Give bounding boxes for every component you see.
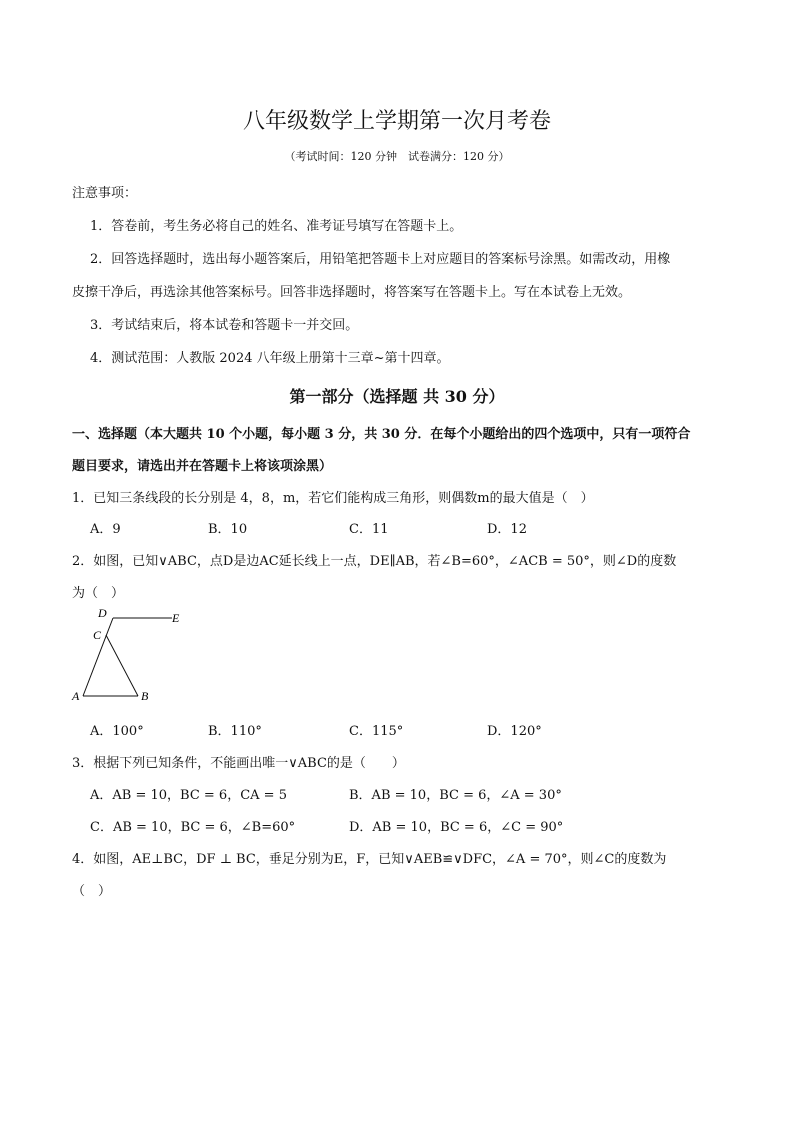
notice-line: 4．测试范围：人教版 2024 八年级上册第十三章~第十四章。 [90,351,450,366]
q1-option-a: A．9 [90,522,121,537]
question-2-text-cont: 为（ ） [72,586,125,601]
notice-line: 1．答卷前，考生务必将自己的姓名、准考证号填写在答题卡上。 [90,219,463,234]
label-d: D [98,606,107,620]
question-1-text: 1．已知三条线段的长分别是 4，8，m，若它们能构成三角形，则偶数m的最大值是（ ） [72,491,594,506]
q1-option-c: C．11 [349,522,389,537]
q2-option-c: C．115° [349,724,404,739]
label-b: B [141,689,149,703]
page-title: 八年级数学上学期第一次月考卷 [242,109,551,134]
label-c: C [93,628,102,642]
exam-meta: （考试时间：120 分钟 试卷满分：120 分） [284,150,510,163]
q3-option-b: B．AB = 10，BC = 6，∠A = 30° [349,788,562,803]
section-title: 第一部分（选择题 共 30 分） [289,387,505,406]
notice-line: 3．考试结束后，将本试卷和答题卡一并交回。 [90,318,359,333]
notice-line: 2．回答选择题时，选出每小题答案后，用铅笔把答题卡上对应题目的答案标号涂黑。如需改动，用橡 [90,252,671,267]
instructions-line: 一、选择题（本大题共 10 个小题，每小题 3 分，共 30 分．在每个小题给出的四个选项中，只有一项符合 [72,427,691,442]
question-2-text: 2．如图，已知∨ABC，点D是边AC延长线上一点，DE∥AB，若∠B=60°，∠ACB = 50°，则∠D的度数 [72,554,677,569]
q2-option-d: D．120° [487,724,542,739]
question-4-text: 4．如图，AE⊥BC，DF ⊥ BC，垂足分别为E，F，已知∨AEB≌∨DFC，∠A = 70°，则∠C的度数为 [72,852,667,867]
q2-option-a: A．100° [90,724,144,739]
q3-option-d: D．AB = 10，BC = 6，∠C = 90° [349,820,564,835]
segment-cb [106,635,138,696]
question-3-text: 3．根据下列已知条件，不能画出唯一∨ABC的是（ ） [72,756,405,771]
label-e: E [172,611,180,625]
q1-option-b: B．10 [208,522,248,537]
instructions-line: 题目要求，请选出并在答题卡上将该项涂黑） [72,459,333,474]
q1-option-d: D．12 [487,522,527,537]
q2-option-b: B．110° [208,724,262,739]
question-4-text-cont: （ ） [72,884,112,899]
label-a: A [72,689,80,703]
q3-option-c: C．AB = 10，BC = 6，∠B=60° [90,820,296,835]
triangle-figure [66,606,196,706]
notice-line: 皮擦干净后，再选涂其他答案标号。回答非选择题时，将答案写在答题卡上。写在本试卷上无效。 [72,285,632,300]
q3-option-a: A．AB = 10，BC = 6，CA = 5 [90,788,287,803]
notice-heading: 注意事项： [72,186,138,201]
